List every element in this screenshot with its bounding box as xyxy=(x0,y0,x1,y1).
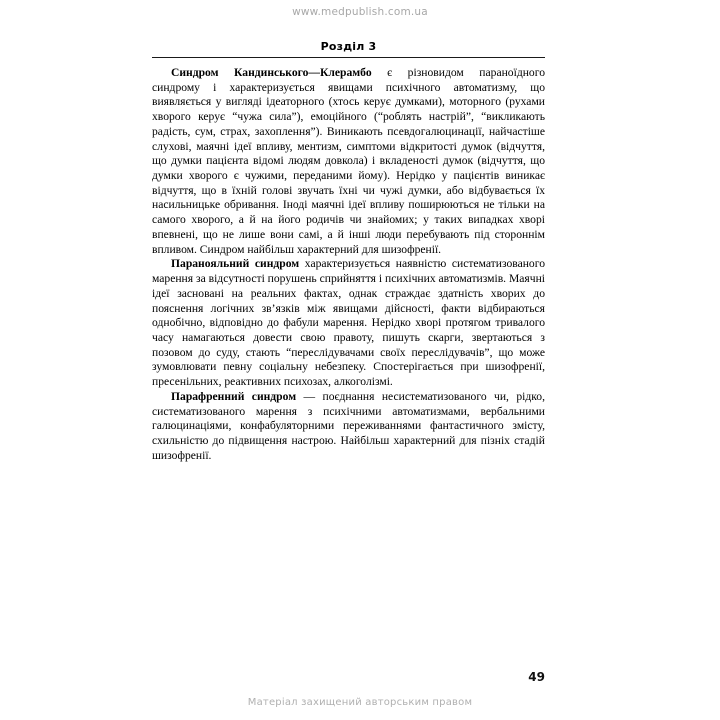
paragraph-body: є різновидом параноїдного синдрому і характеризується явищами психічного автоматизму, що виявляється у вигляді ідеаторного (хтось керує думками), моторного (рухами хворого керує “чужа сила”), емоційного (“роблять настрій”, “викликають радість, сум, страх, захоплення”). Виникають псевдогалюцинації, найчастіше слухові, маячні ідеї впливу, ментизм, симптоми відкритості думок (відчуття, що думки пацієнта відомі людям довкола) і вкладеності думок (відчуття, що думки хворого є чужими, переданими йому). Нерідко у пацієнтів виникає відчуття, що в їхній голові звучать їхні чи чужі думки, або відбувається їх насильницьке обривання. Іноді маячні ідеї впливу поширюються не тільки на самого хворого, а й на його родичів чи знайомих; у таких випадках хворі впевнені, що не лише вони самі, а й інші люди перебувають під стороннім впливом. Синдром найбільш характерний для шизофренії. xyxy=(152,66,545,256)
paragraph-lead-term: Парафренний синдром xyxy=(171,389,297,403)
paragraph-body: — поєднання несистематизованого чи, рідко, систематизованого марення з психічними автоматизмами, вербальними галюцинаціями, конфабуляторними переживаннями фантастичного змісту, схильністю до підвищення настрою. Найбільш характерний для пізніх стадій шизофренії. xyxy=(152,389,545,462)
paragraph-paraphrenic-syndrome xyxy=(152,390,545,464)
paragraph-lead-term: Синдром Кандинського—Клерамбо xyxy=(171,66,372,79)
chapter-title: Розділ 3 xyxy=(320,40,377,53)
header-rule xyxy=(152,57,545,58)
site-watermark-top: www.medpublish.com.ua xyxy=(292,6,428,18)
page-number: 49 xyxy=(528,670,545,684)
running-head xyxy=(152,40,545,58)
paragraph-paranoid-syndrome xyxy=(152,257,545,389)
paragraph-kandinsky-clerambault xyxy=(152,66,545,257)
body-text xyxy=(152,66,545,463)
paragraph-body: характеризується наявністю систематизованого марення за відсутності порушень сприйняття і психічних автоматизмів. Маячні ідеї засновані на реальних фактах, однак страждає здатність хворих до пояснення логічних зв’язків між явищами дійсності, факти відбираються однобічно, відповідно до фабули марення. Нерідко хворі протягом тривалого часу намагаються довести свою правоту, пишуть скарги, звертаються з позовом до суду, стають “переслідувачами своїх переслідувачів”, що може зумовлювати певну соціальну небезпеку. Спостерігається при шизофренії, пресенільних, реактивних психозах, алкоголізмі. xyxy=(152,257,546,389)
copyright-watermark-bottom: Матеріал захищений авторським правом xyxy=(247,697,473,708)
paragraph-lead-term: Паранояльний синдром xyxy=(171,257,300,271)
